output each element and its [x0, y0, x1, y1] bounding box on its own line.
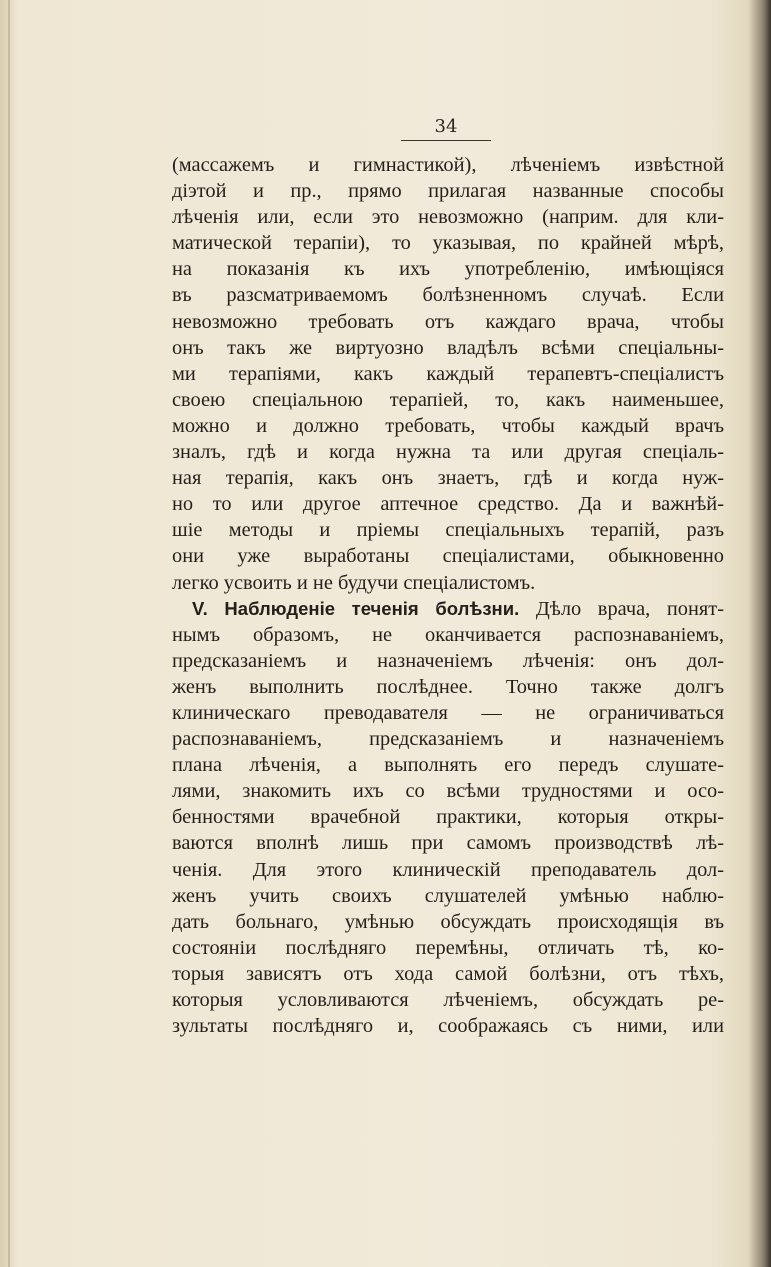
page-number: 34 [401, 116, 491, 141]
text-line: бенностями врачебной практики, которыя откры- [172, 806, 724, 829]
text-line: нымъ образомъ, не оканчивается распознаваніемъ, [172, 623, 724, 646]
text-line: но то или другое аптечное средство. Да и важнѣй- [172, 493, 724, 516]
text-line: ми терапіями, какъ каждый терапевтъ-спеціалистъ [172, 362, 724, 385]
text-line: которыя условливаются лѣченіемъ, обсуждать ре- [172, 989, 724, 1011]
text-line: своею спеціальною терапіей, то, какъ наименьшее, [172, 388, 724, 411]
text-line: шіе методы и пріемы спеціальныхъ терапій, разъ [172, 519, 724, 542]
text-line: они уже выработаны спеціалистами, обыкновенно [172, 545, 724, 568]
text-line: торыя зависятъ отъ хода самой болѣзни, отъ тѣхъ, [172, 962, 724, 985]
text-line: женъ выполнить послѣднее. Точно также долгъ [172, 675, 724, 698]
text-line: предсказаніемъ и назначеніемъ лѣченія: онъ дол- [172, 649, 724, 672]
text-line: плана лѣченія, а выполнять его передъ слушате- [172, 754, 724, 777]
text-line: распознаваніемъ, предсказаніемъ и назначеніемъ [172, 728, 724, 751]
heading-line-rest: Дѣло врача, понят- [519, 597, 724, 620]
body-text [172, 152, 724, 1039]
text-line: ваются вполнѣ лишь при самомъ производствѣ лѣ- [172, 832, 724, 855]
text-line: зналъ, гдѣ и когда нужна та или другая спеціаль- [172, 441, 724, 464]
text-line: ченія. Для этого клиническій преподаватель дол- [172, 858, 724, 881]
text-line: клиническаго преводавателя — не ограничиваться [172, 701, 724, 724]
text-line: женъ учить своихъ слушателей умѣнью наблю- [172, 884, 724, 907]
text-line: лями, знакомить ихъ со всѣми трудностями и осо- [172, 780, 724, 803]
text-line: матической терапіи), то указывая, по крайней мѣрѣ, [172, 232, 724, 255]
text-line: легко усвоить и не будучи спеціалистомъ. [172, 571, 536, 594]
text-line: невозможно требовать отъ каждаго врача, чтобы [172, 310, 724, 333]
text-line: на показанія къ ихъ употребленію, имѣющіяся [172, 258, 724, 281]
section-heading-line [172, 596, 724, 622]
text-line: ная терапія, какъ онъ знаетъ, гдѣ и когда нуж- [172, 467, 724, 490]
text-line: въ разсматриваемомъ болѣзненномъ случаѣ. Если [172, 284, 724, 307]
text-line: (массажемъ и гимнастикой), лѣченіемъ извѣстной [172, 154, 724, 176]
text-line: діэтой и пр., прямо прилагая названные способы [172, 180, 724, 203]
text-line: состояніи послѣдняго перемѣны, отличать тѣ, ко- [172, 936, 724, 959]
text-line: можно и должно требовать, чтобы каждый врачъ [172, 414, 724, 437]
text-line: онъ такъ же виртуозно владѣлъ всѣми спеціальны- [172, 336, 724, 359]
text-line: дать больнаго, умѣнью обсуждать происходящія въ [172, 910, 724, 933]
text-line: лѣченія или, если это невозможно (наприм. для кли- [172, 206, 724, 229]
section-heading: V. Наблюденіе теченія болѣзни. [192, 597, 520, 619]
text-line: зультаты послѣдняго и, соображаясь съ ними, или [172, 1015, 724, 1038]
